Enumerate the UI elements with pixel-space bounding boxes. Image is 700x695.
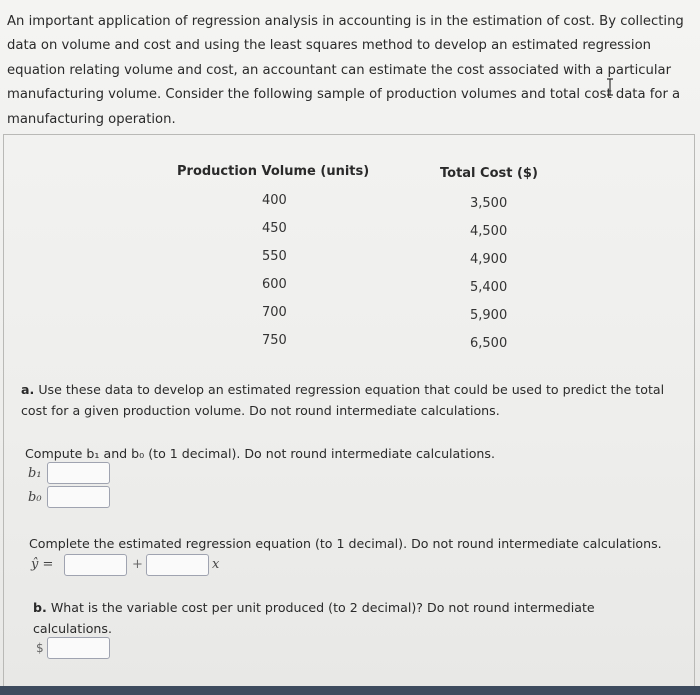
- plus-sign: +: [132, 557, 143, 572]
- b0-label: b₀: [28, 490, 42, 505]
- part-b-text: What is the variable cost per unit produced (to 2 decimal)? Do not round intermediate calculations.: [33, 600, 595, 636]
- bottom-edge: [0, 686, 700, 695]
- part-a-label: a.: [21, 382, 35, 397]
- text-cursor-icon: [606, 78, 614, 96]
- variable-cost-input[interactable]: [47, 637, 110, 659]
- cost-cell: 4,500: [470, 224, 508, 239]
- cost-cell: 4,900: [470, 252, 508, 267]
- column-header-volume: Production Volume (units): [177, 164, 370, 179]
- intercept-input[interactable]: [64, 554, 127, 576]
- b1-label: b₁: [28, 466, 42, 481]
- volume-cell: 450: [262, 221, 287, 236]
- part-a-text: Use these data to develop an estimated regression equation that could be used to predict the total cost for a given production volume. Do not round intermediate calculations.: [21, 382, 665, 418]
- cost-cell: 5,400: [470, 280, 508, 295]
- question-panel: [3, 134, 695, 687]
- compute-instruction: Compute b₁ and b₀ (to 1 decimal). Do not round intermediate calculations.: [25, 446, 495, 461]
- cost-cell: 6,500: [470, 336, 508, 351]
- b0-input[interactable]: [47, 486, 110, 508]
- part-b-question: [33, 598, 673, 639]
- part-a-question: [21, 380, 671, 421]
- column-header-cost: Total Cost ($): [440, 166, 538, 181]
- volume-cell: 400: [262, 193, 287, 208]
- slope-input[interactable]: [146, 554, 209, 576]
- currency-symbol: $: [36, 641, 44, 655]
- volume-cell: 750: [262, 333, 287, 348]
- x-variable-label: x: [212, 557, 220, 572]
- volume-cell: 550: [262, 249, 287, 264]
- equation-instruction: Complete the estimated regression equation (to 1 decimal). Do not round intermediate calculations.: [29, 536, 662, 551]
- b1-input[interactable]: [47, 462, 110, 484]
- volume-cell: 600: [262, 277, 287, 292]
- problem-intro: An important application of regression analysis in accounting is in the estimation of cost. By collecting data on volume and cost and using the least squares method to develop an estimated regression equation relating volume and cost, an accountant can estimate the cost associated with a particular manufacturing volume. Consider the following sample of production volumes and total cost data for a manufacturing operation.: [7, 14, 684, 127]
- volume-cell: 700: [262, 305, 287, 320]
- part-b-label: b.: [33, 600, 47, 615]
- y-hat-label: ŷ =: [31, 557, 54, 572]
- cost-cell: 5,900: [470, 308, 508, 323]
- cost-cell: 3,500: [470, 196, 508, 211]
